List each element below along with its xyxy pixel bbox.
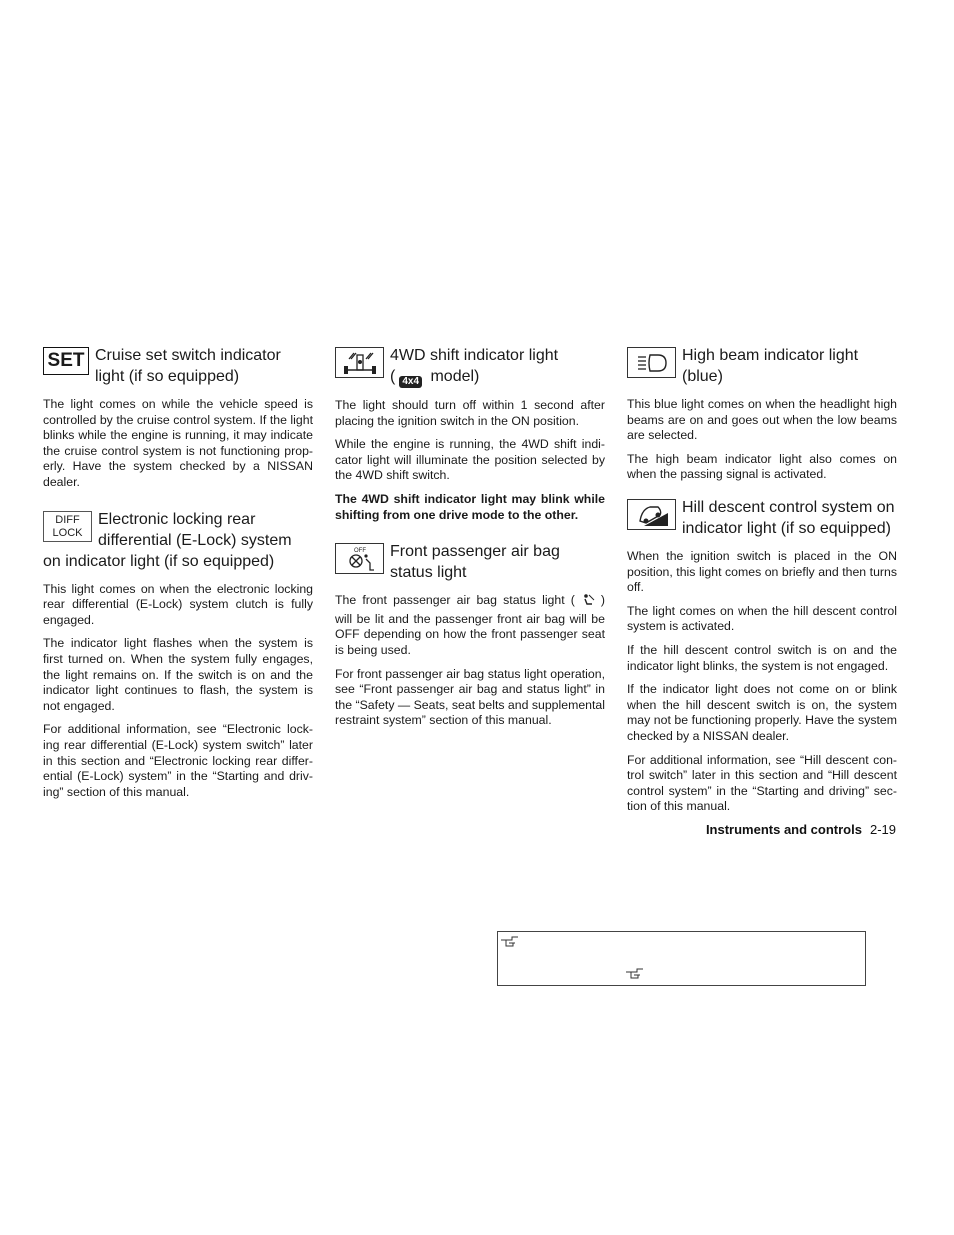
cruise-heading bbox=[43, 345, 313, 387]
hilldescent-paragraph: The light comes on when the hill descent control system is activated. bbox=[627, 603, 897, 634]
elock-paragraph: This light comes on when the electronic locking rear differential (E-Lock) system clutch is fully engaged. bbox=[43, 581, 313, 627]
airbag-p1-after: ) will be lit and the passenger front air bag will be OFF depending on how the front passenger seat is being used. bbox=[335, 593, 605, 657]
cruise-title: Cruise set switch indicator light (if so equipped) bbox=[95, 347, 281, 385]
note-box bbox=[497, 931, 866, 986]
hilldescent-paragraph: For additional information, see “Hill descent con-trol switch” later in this section and “Hill descent control system” in the “Starting and driving” sec-tion of this manual. bbox=[627, 752, 897, 814]
fourwd-paragraph: The light should turn off within 1 second after placing the ignition switch in the ON position. bbox=[335, 398, 605, 428]
diff-lock-icon-line2: LOCK bbox=[52, 526, 83, 539]
highbeam-heading bbox=[627, 345, 897, 387]
diff-lock-icon bbox=[43, 511, 92, 542]
highbeam-paragraph: This blue light comes on when the headlight high beams are on and goes out when the low beams are selected. bbox=[627, 397, 897, 443]
passenger-airbag-icon bbox=[581, 593, 595, 612]
airbag-heading bbox=[335, 541, 605, 583]
airbag-paragraph: For front passenger air bag status light operation, see “Front passenger air bag and status light” in the “Safety — Seats, seat belts and supplemental restraint system” section of this manual. bbox=[335, 666, 606, 728]
elock-title: Electronic locking rear differential (E-Lock) system on indicator light (if so equipped) bbox=[43, 510, 292, 570]
fourwd-paragraph: While the engine is running, the 4WD shift indi-cator light will illuminate the position selected by the 4WD shift switch. bbox=[335, 437, 605, 483]
passenger-airbag-off-icon bbox=[335, 543, 384, 574]
fourwd-title-line1: 4WD shift indicator light bbox=[390, 347, 559, 364]
footer-section-title: Instruments and controls bbox=[705, 822, 862, 837]
elock-paragraph: The indicator light flashes when the system is first turned on. When the system fully engages, the light remains on. If the switch is on and the indicator light continues to flash, the system is not engaged. bbox=[43, 636, 313, 713]
pointing-hand-icon bbox=[500, 934, 520, 953]
hilldescent-heading bbox=[627, 497, 897, 539]
fourwd-heading bbox=[335, 345, 605, 388]
airbag-icon-off-text: OFF bbox=[353, 547, 366, 554]
column-1 bbox=[43, 345, 313, 808]
4x4-badge-icon: 4x4 bbox=[399, 376, 422, 388]
hilldescent-paragraph: If the hill descent control switch is on and the indicator light blinks, the system is not engaged. bbox=[627, 642, 897, 673]
set-icon: SET bbox=[43, 347, 89, 375]
page-number: 2-19 bbox=[869, 822, 896, 837]
fourwd-warning: The 4WD shift indicator light may blink while shifting from one drive mode to the other. bbox=[335, 491, 605, 522]
4wd-shift-icon bbox=[335, 347, 384, 378]
fourwd-title-suffix: model) bbox=[426, 368, 480, 385]
fourwd-title-prefix: ( bbox=[390, 368, 396, 385]
hilldescent-title: Hill descent control system on indicator light (if so equipped) bbox=[682, 498, 895, 537]
hill-descent-icon bbox=[627, 499, 676, 530]
airbag-p1-before: The front passenger air bag status light ( bbox=[335, 593, 575, 608]
highbeam-title: High beam indicator light (blue) bbox=[682, 347, 859, 385]
hilldescent-paragraph: When the ignition switch is placed in the ON position, this light comes on briefly and then turns off. bbox=[627, 548, 897, 595]
column-3 bbox=[627, 345, 897, 823]
high-beam-icon bbox=[627, 347, 676, 378]
column-2 bbox=[335, 345, 605, 737]
cruise-paragraph: The light comes on while the vehicle speed is controlled by the cruise control system. If the light blinks while the engine is running, it may indicate the cruise control system is not functioning prop-erly. Have the system checked by a NISSAN dealer. bbox=[43, 397, 313, 489]
elock-paragraph: For additional information, see “Electronic lock-ing rear differential (E-Lock) system switch” later in this section and “Electronic locking rear differ-ential (E-Lock) system” in the “Starting and driv-ing” section of this manual. bbox=[43, 722, 313, 799]
page-footer bbox=[706, 822, 896, 838]
hilldescent-paragraph: If the indicator light does not come on or blink when the hill descent switch is on, the system may not be functioning properly. Have the system checked by a NISSAN dealer. bbox=[627, 682, 897, 743]
elock-heading bbox=[43, 509, 313, 572]
pointing-hand-icon bbox=[625, 966, 645, 985]
highbeam-paragraph: The high beam indicator light also comes on when the passing signal is activated. bbox=[627, 451, 897, 482]
airbag-title: Front passenger air bag status light bbox=[390, 543, 560, 582]
airbag-paragraph bbox=[335, 593, 605, 658]
diff-lock-icon-line1: DIFF bbox=[55, 513, 80, 526]
